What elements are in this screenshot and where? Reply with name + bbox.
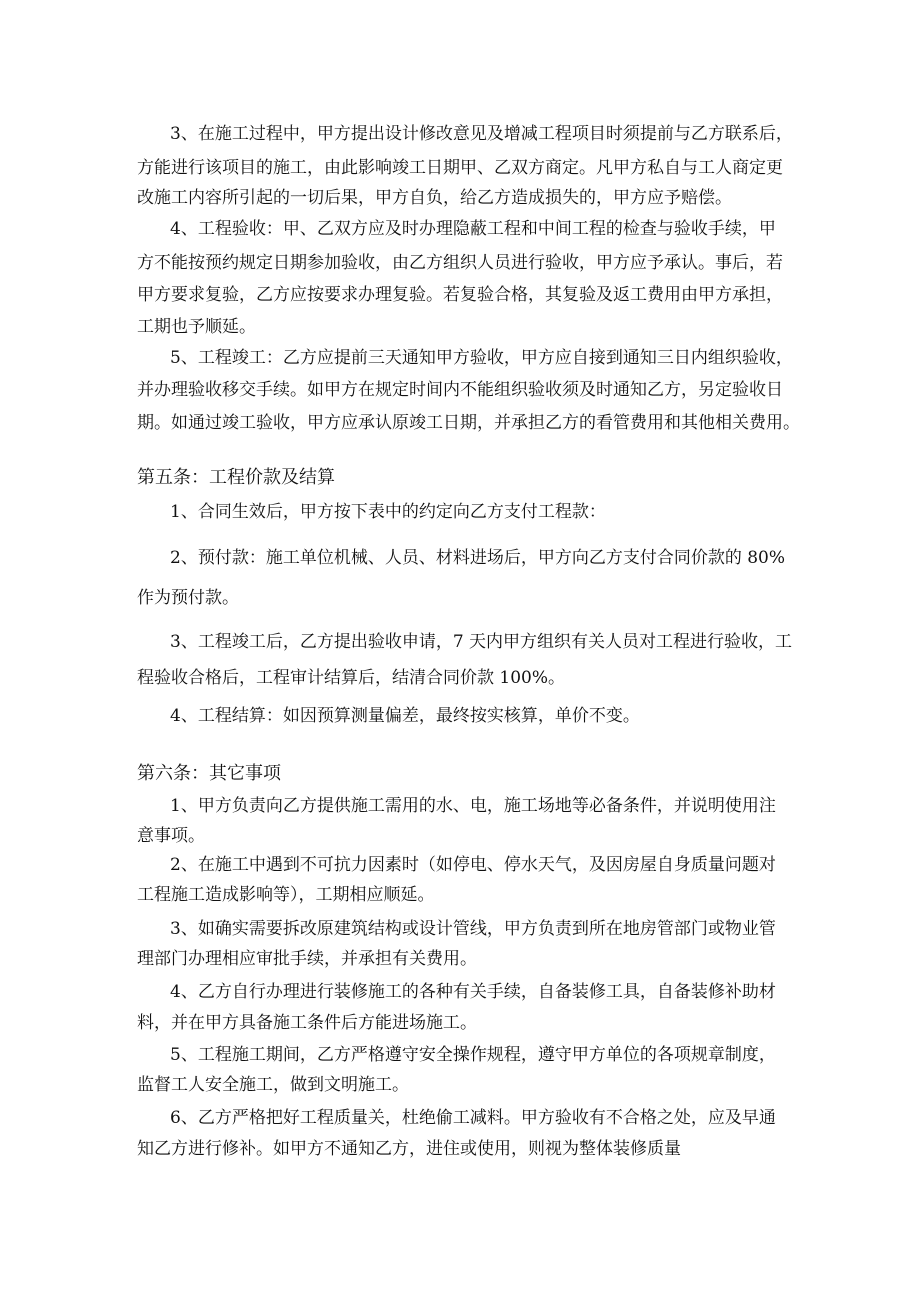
paragraph-line: 2、在施工中遇到不可抗力因素时（如停电、停水天气，及因房屋自身质量问题对 [170, 855, 776, 875]
paragraph-line: 1、甲方负责向乙方提供施工需用的水、电，施工场地等必备条件，并说明使用注 [170, 796, 776, 816]
section-heading: 第六条：其它事项 [137, 763, 281, 784]
paragraph-line: 作为预付款。 [137, 588, 239, 608]
paragraph-line: 程验收合格后，工程审计结算后，结清合同价款 100%。 [137, 668, 566, 688]
paragraph-line: 方不能按预约规定日期参加验收，由乙方组织人员进行验收，甲方应予承认。事后，若 [137, 253, 783, 273]
paragraph-line: 1、合同生效后，甲方按下表中的约定向乙方支付工程款： [170, 502, 606, 522]
paragraph-line: 3、在施工过程中，甲方提出设计修改意见及增减工程项目时须提前与乙方联系后， [170, 124, 793, 144]
paragraph-line: 改施工内容所引起的一切后果，甲方自负，给乙方造成损失的，甲方应予赔偿。 [137, 188, 732, 208]
paragraph-line: 料，并在甲方具备施工条件后方能进场施工。 [137, 1013, 477, 1033]
paragraph-line: 3、工程竣工后，乙方提出验收申请，7 天内甲方组织有关人员对工程进行验收，工 [170, 632, 793, 652]
paragraph-line: 6、乙方严格把好工程质量关，杜绝偷工减料。甲方验收有不合格之处，应及早通 [170, 1108, 776, 1128]
paragraph-line: 期。如通过竣工验收，甲方应承认原竣工日期，并承担乙方的看管费用和其他相关费用。 [137, 413, 800, 433]
paragraph-line: 监督工人安全施工，做到文明施工。 [137, 1075, 409, 1095]
section-heading: 第五条：工程价款及结算 [137, 467, 335, 488]
paragraph-line: 4、乙方自行办理进行装修施工的各种有关手续，自备装修工具，自备装修补助材 [170, 982, 776, 1002]
paragraph-line: 理部门办理相应审批手续，并承担有关费用。 [137, 949, 477, 969]
paragraph-line: 方能进行该项目的施工，由此影响竣工日期甲、乙双方商定。凡甲方私自与工人商定更 [137, 158, 783, 178]
paragraph-line: 知乙方进行修补。如甲方不通知乙方，进住或使用，则视为整体装修质量 [137, 1139, 681, 1159]
paragraph-line: 2、预付款：施工单位机械、人员、材料进场后，甲方向乙方支付合同价款的 80% [170, 548, 786, 568]
paragraph-line: 甲方要求复验，乙方应按要求办理复验。若复验合格，其复验及返工费用由甲方承担， [137, 285, 783, 305]
paragraph-line: 工程施工造成影响等），工期相应顺延。 [137, 885, 435, 905]
paragraph-line: 3、如确实需要拆改原建筑结构或设计管线，甲方负责到所在地房管部门或物业管 [170, 919, 776, 939]
paragraph-line: 5、工程施工期间，乙方严格遵守安全操作规程，遵守甲方单位的各项规章制度， [170, 1045, 776, 1065]
paragraph-line: 4、工程结算：如因预算测量偏差，最终按实核算，单价不变。 [170, 706, 640, 726]
paragraph-line: 意事项。 [137, 826, 205, 846]
paragraph-line: 并办理验收移交手续。如甲方在规定时间内不能组织验收须及时通知乙方，另定验收日 [137, 380, 783, 400]
paragraph-line: 5、工程竣工：乙方应提前三天通知甲方验收，甲方应自接到通知三日内组织验收， [170, 348, 793, 368]
paragraph-line: 4、工程验收：甲、乙双方应及时办理隐蔽工程和中间工程的检查与验收手续，甲 [170, 219, 776, 239]
paragraph-line: 工期也予顺延。 [137, 317, 256, 337]
